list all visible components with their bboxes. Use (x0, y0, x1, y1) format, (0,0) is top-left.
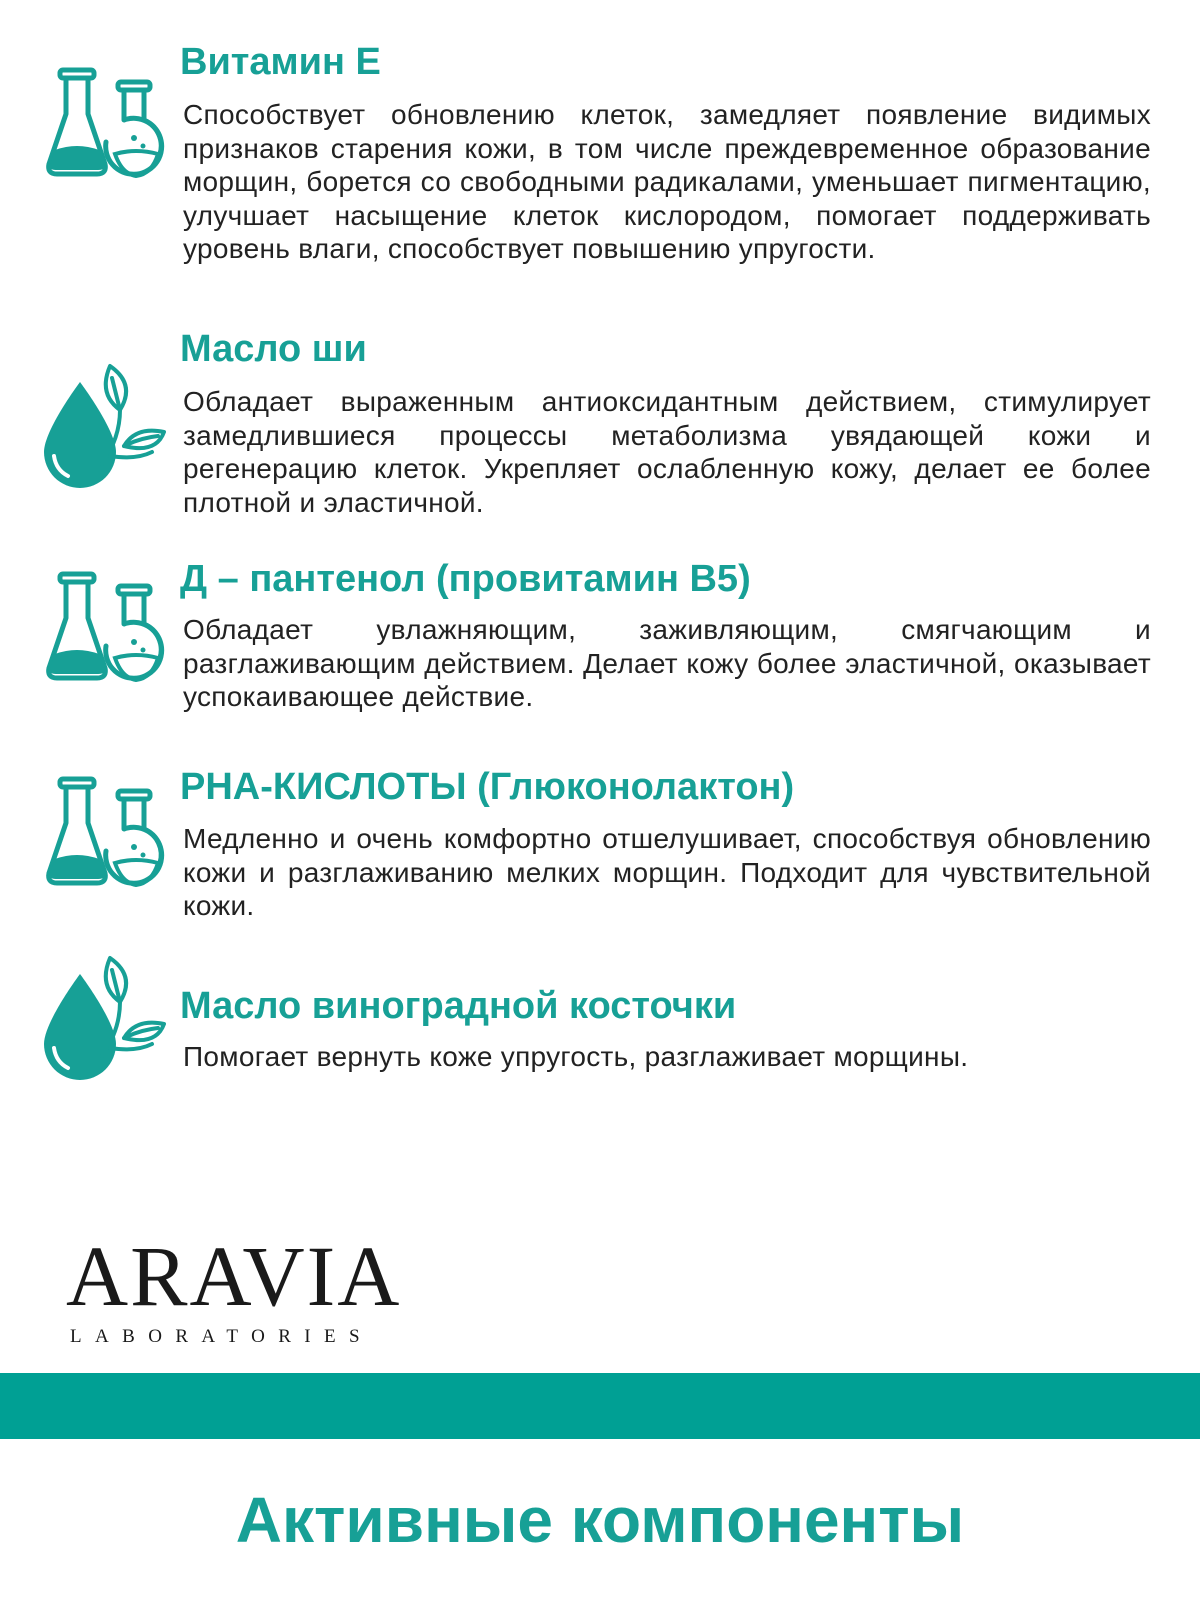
lab-flasks-icon (40, 56, 170, 186)
logo-name: ARAVIA (66, 1228, 402, 1324)
ingredient-title: PHA-КИСЛОТЫ (Глюконолактон) (180, 766, 795, 808)
logo-subtitle: LABORATORIES (70, 1326, 373, 1347)
accent-band (0, 1373, 1200, 1439)
ingredient-title: Масло виноградной косточки (180, 985, 737, 1027)
lab-flasks-icon (40, 765, 170, 895)
ingredient-description: Помогает вернуть коже упругость, разглаживает морщины. (183, 1041, 969, 1072)
oil-drop-leaf-icon (40, 952, 170, 1082)
brand-logo (66, 1230, 406, 1350)
ingredient-description: Обладает выраженным антиоксидантным действием, стимулирует замедлившиеся процессы метаболизма увядающей кожи и регенерацию клеток. Укрепляет ослабленную кожу, делает ее более плотной и эластичной. (183, 386, 1151, 518)
ingredient-description: Обладает увлажняющим, заживляющим, смягчающим и разглаживающим действием. Делает кожу более эластичной, оказывает успокаивающее действие. (183, 614, 1151, 712)
ingredient-description: Медленно и очень комфортно отшелушивает, способствуя обновлению кожи и разглаживанию мелких морщин. Подходит для чувствительной кожи. (183, 823, 1151, 921)
ingredient-description: Способствует обновлению клеток, замедляет появление видимых признаков старения кожи, в том числе преждевременное образование морщин, борется со свободными радикалами, уменьшает пигментацию, улучшает насыщение клеток кислородом, помогает поддерживать уровень влаги, способствует повышению упругости. (183, 99, 1151, 264)
ingredient-title: Д – пантенол (провитамин В5) (180, 558, 751, 600)
ingredient-title: Витамин Е (180, 41, 381, 83)
lab-flasks-icon (40, 560, 170, 690)
footer-title: Активные компоненты (235, 1484, 965, 1556)
ingredient-title: Масло ши (180, 328, 367, 370)
oil-drop-leaf-icon (40, 360, 170, 490)
